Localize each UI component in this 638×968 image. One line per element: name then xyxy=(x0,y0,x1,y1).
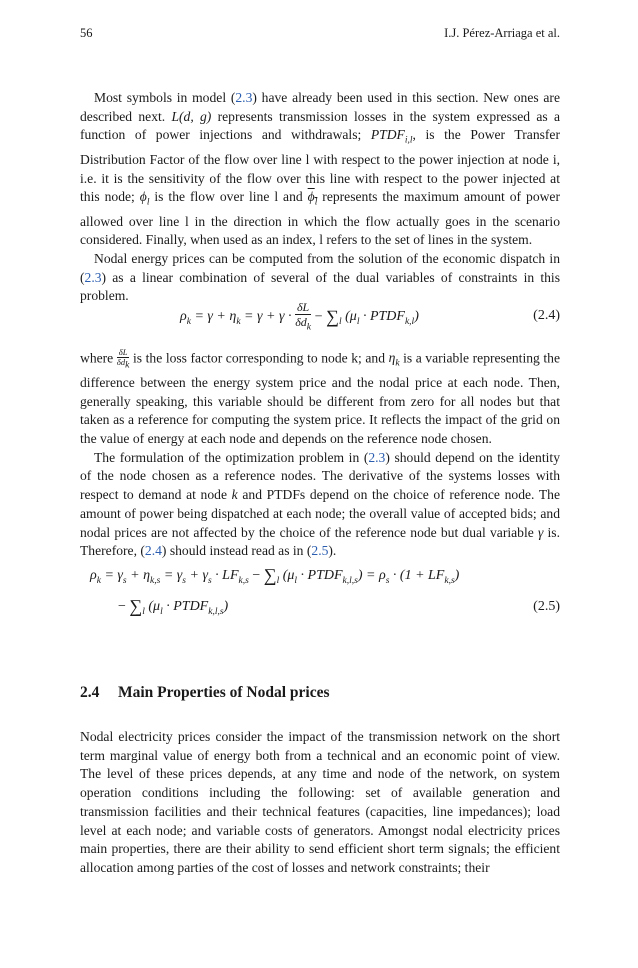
equation-2-4: $\rho_k = \gamma + \eta_k = \gamma + \gamma$ · $\frac{\delta L}{\delta d_k}$ − $\sum_l$ ($\mu_l$ · $PTDF_{k,l}$) (2.4) xyxy=(180,300,560,333)
ref-eq-2-3[interactable]: 2.3 xyxy=(84,269,102,285)
fraction-dL-ddk-inline: $\frac{\delta L}{\delta d_k}$ xyxy=(116,347,130,371)
paragraph-5: Nodal electricity prices consider the impact of the transmission network on the short term marginal value of energy both from a technical and an economic point of view. The level of these prices depends, at any time and node of the network, on system operation conditions including the following: set of available generation and transmission facilities and their technical features (capacities, line impedances); load level at each node; and variable costs of generators. Amongst nodal electricity prices main properties, there are their ability to send efficient short term signals; the efficient allocation among parties of the cost of losses and network constraints; their xyxy=(80,729,560,875)
page-number: 56 xyxy=(80,26,93,40)
ref-eq-2-3[interactable]: 2.3 xyxy=(235,90,253,105)
equation-number: (2.5) xyxy=(533,599,560,614)
section-number: 2.4 xyxy=(80,684,100,701)
paragraph-1: Most symbols in model (2.3) have already been used in this section. New ones are described next. L(d, g) represents transmission losses in the system expressed as a function of power injections and withdrawals; $PTDF_{i,l}$, is the Power Transfer Distribution Factor of the flow over line l with respect to the power injection at node i, i.e. it is the sensitivity of the flow over this line with respect to the power injected at this node; $\phi_l$ is the flow over line l and $\phi_l$ represents the maximum amount of power allowed over line l in the direction in which the flow actually goes in the scenario considered. Finally, when used as an index, l refers to the set of lines in the system. xyxy=(80,90,560,248)
paragraph-loss-factor xyxy=(80,348,560,561)
equation-number: (2.4) xyxy=(533,308,560,323)
ref-eq-2-3[interactable]: 2.3 xyxy=(368,449,386,465)
paragraph-2: Nodal energy prices can be computed from the solution of the economic dispatch in (2.3) as a linear combination of several of the dual variables of constraints in this problem. xyxy=(80,251,560,304)
paragraph-3: where $\frac{\delta L}{\delta d_k}$ is the loss factor corresponding to node k; and $\eta_k$ is a variable representing the difference between the energy system price and the nodal price at each node. Then, generally speaking, this variable should be different from zero for all nodes but that taken as a reference for computing the system price. It reflects the impact of the grid on the value of energy at each node and depends on the reference node chosen. xyxy=(80,347,560,446)
ref-eq-2-5[interactable]: 2.5 xyxy=(311,543,329,559)
sum-symbol: ∑ xyxy=(263,565,277,585)
equation-2-5-line-1: $\rho_k = \gamma_s + \eta_{k,s} = \gamma_s + \gamma_s \cdot LF_{k,s} - \sum_l$ ($\mu_l$ · $PTDF_{k,l,s}) = \rho_s \cdot (1 + LF_{k,s})$ xyxy=(90,565,460,586)
sum-symbol: ∑ xyxy=(326,306,339,327)
equation-2-5-line-2: − $\sum_l$ ($\mu_l$ · $PTDF_{k,l,s}$) (2.5) xyxy=(118,596,560,617)
section-title: Main Properties of Nodal prices xyxy=(118,684,330,701)
fraction-dL-ddk: $\frac{\delta L}{\delta d_k}$ xyxy=(295,300,311,333)
section-heading xyxy=(80,684,330,702)
running-authors: I.J. Pérez-Arriaga et al. xyxy=(444,26,560,40)
paragraph-4: The formulation of the optimization problem in (2.3) should depend on the identity of the node chosen as a reference nodes. The derivative of the systems losses with respect to demand at node k and PTDFs depend on the choice of reference node. The amount of power being dispatched at each node; the overall value of accepted bids; and nodal prices are not affected by the choice of the reference node but dual variable γ is. Therefore, (2.4) should instead read as in (2.5). xyxy=(80,449,560,559)
ref-eq-2-4[interactable]: 2.4 xyxy=(144,543,162,559)
paragraph-nodal-prices xyxy=(80,728,560,878)
sum-symbol: ∑ xyxy=(129,596,143,616)
paragraph-symbols xyxy=(80,89,560,306)
